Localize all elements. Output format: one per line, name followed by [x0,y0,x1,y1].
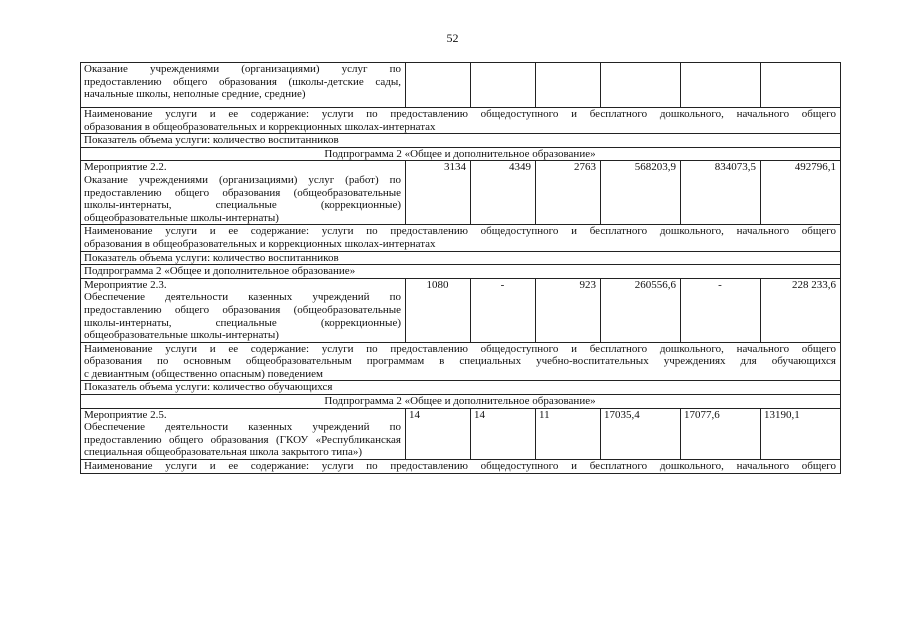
value-cell: 4349 [471,161,536,225]
activity-description: Оказание учреждениями (организациями) услуг (работ) по предоставлению общего образования (общеобразовательные школы-интернаты, специальные (коррекционные) общеобразовательные школы-интернаты) [84,173,401,224]
service-name-line: Наименование услуги и ее содержание: услуги по предоставлению общедоступного и бесплатного дошкольного, начального общего [84,460,836,473]
service-name-row [81,342,841,381]
subprogram-header: Подпрограмма 2 «Общее и дополнительное образование» [81,265,841,279]
value-cell: 14 [471,408,536,459]
service-name-line: образования в общеобразовательных и коррекционных школах-интернатах [84,237,436,250]
activity-cell [81,408,406,459]
value-cell [536,63,601,108]
activity-title: Мероприятие 2.3. [84,278,167,291]
value-cell [761,63,841,108]
table-row [81,381,841,395]
value-cell: 17035,4 [601,408,681,459]
activity-title: Мероприятие 2.5. [84,408,167,421]
volume-indicator: Показатель объема услуги: количество воспитанников [81,251,841,265]
value-cell: 834073,5 [681,161,761,225]
value-cell [406,63,471,108]
value-cell: 260556,6 [601,278,681,342]
activity-description: Оказание учреждениями (организациями) услуг по предоставлению общего образования (школы-детские сады, начальные школы, неполные средние, средние) [81,63,406,108]
activity-description: Обеспечение деятельности казенных учреждений по предоставлению общего образования (общеобразовательные школы-интернаты, специальные (коррекционные) общеобразовательные школы-интернаты) [84,291,401,342]
service-name-line: Наименование услуги и ее содержание: услуги по предоставлению общедоступного и бесплатного дошкольного, начального общего [84,342,836,355]
value-cell: 228 233,6 [761,278,841,342]
table-row [81,147,841,161]
value-cell [601,63,681,108]
service-name-row [81,460,841,474]
value-cell: - [681,278,761,342]
value-cell: - [471,278,536,342]
table-row [81,63,841,108]
service-name-line: образования по основным общеобразовательным программам в специальных учебно-воспитательных учреждениях для обучающихся [84,355,836,368]
table-row [81,251,841,265]
value-cell: 17077,6 [681,408,761,459]
value-cell: 2763 [536,161,601,225]
table-row [81,161,841,225]
activity-cell [81,278,406,342]
value-cell: 3134 [406,161,471,225]
value-cell: 13190,1 [761,408,841,459]
activity-description: Обеспечение деятельности казенных учреждений по предоставлению общего образования (ГКОУ «Республиканская специальная общеобразовательная школа закрытого типа») [84,421,401,459]
value-cell: 568203,9 [601,161,681,225]
services-table [80,62,841,474]
activity-title: Мероприятие 2.2. [84,161,167,174]
subprogram-header: Подпрограмма 2 «Общее и дополнительное образование» [81,395,841,409]
table-row [81,395,841,409]
value-cell: 11 [536,408,601,459]
subprogram-header: Подпрограмма 2 «Общее и дополнительное образование» [81,147,841,161]
activity-cell [81,161,406,225]
value-cell [681,63,761,108]
table-row [81,460,841,474]
value-cell [471,63,536,108]
table-row [81,108,841,134]
service-name-line: образования в общеобразовательных и коррекционных школах-интернатах [84,120,436,133]
value-cell: 1080 [406,278,471,342]
service-name-row [81,108,841,134]
table-row [81,265,841,279]
value-cell: 14 [406,408,471,459]
service-name-line: с девиантным (общественно опасным) поведением [84,367,324,380]
volume-indicator: Показатель объема услуги: количество воспитанников [81,134,841,148]
table-row [81,225,841,251]
volume-indicator: Показатель объема услуги: количество обучающихся [81,381,841,395]
value-cell: 492796,1 [761,161,841,225]
page-number: 52 [446,31,459,45]
table-row [81,278,841,342]
table-row [81,134,841,148]
service-name-line: Наименование услуги и ее содержание: услуги по предоставлению общедоступного и бесплатного дошкольного, начального общего [84,225,836,238]
table-row [81,408,841,459]
value-cell: 923 [536,278,601,342]
service-name-line: Наименование услуги и ее содержание: услуги по предоставлению общедоступного и бесплатного дошкольного, начального общего [84,108,836,120]
table-row [81,342,841,381]
service-name-row [81,225,841,251]
